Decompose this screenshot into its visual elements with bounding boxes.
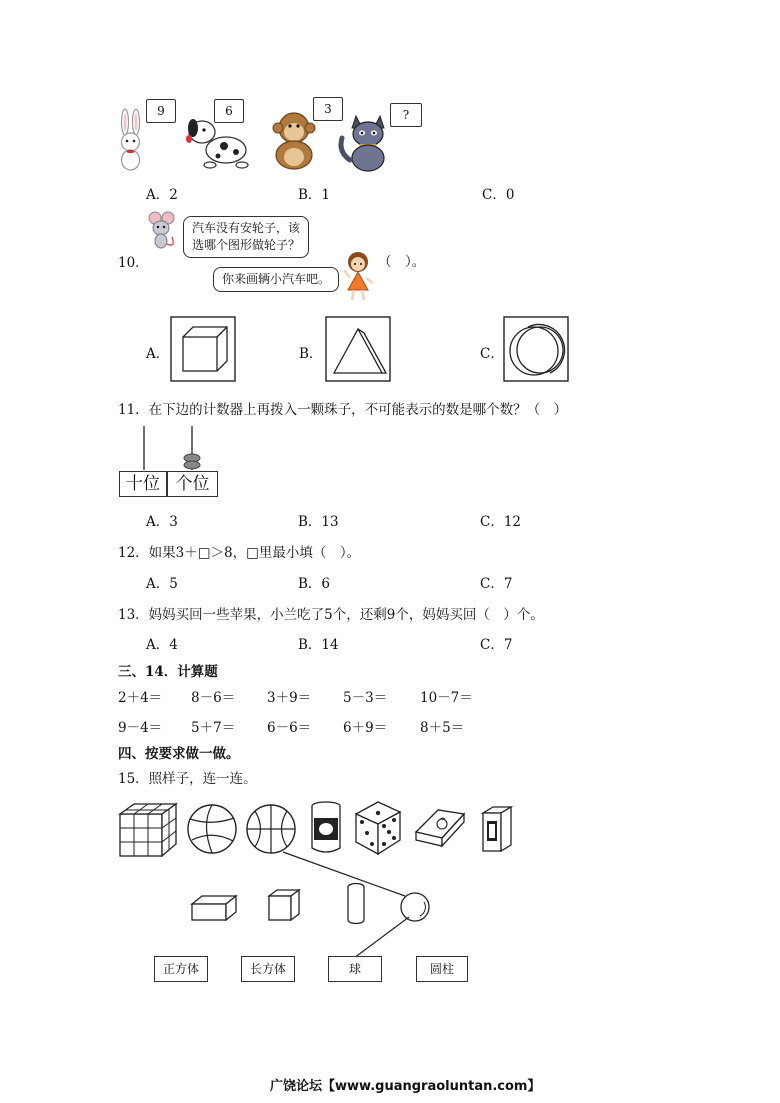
q15-question: 15．照样子，连一连。 bbox=[118, 771, 257, 787]
calc-item: 2＋4＝ bbox=[118, 690, 163, 706]
label-box-cube[interactable]: 正方体 bbox=[154, 956, 208, 982]
q9-bubble-cat: ? bbox=[390, 103, 422, 127]
label-box-cylinder[interactable]: 圆柱 bbox=[416, 956, 468, 982]
calc-item: 8－6＝ bbox=[191, 690, 236, 706]
q12-question: 12．如果3＋□＞8，□里最小填（ ）。 bbox=[118, 545, 361, 561]
cube-shape-icon[interactable] bbox=[171, 317, 237, 383]
section3-heading: 三、14．计算题 bbox=[118, 664, 218, 680]
volleyball-icon[interactable] bbox=[187, 804, 239, 856]
q13-option-c[interactable]: C．7 bbox=[480, 637, 513, 653]
calc-item: 5＋7＝ bbox=[191, 720, 236, 736]
abacus-ones-label: 个位 bbox=[167, 471, 218, 497]
q9-bubble-rabbit: 9 bbox=[146, 99, 176, 123]
book-icon[interactable] bbox=[414, 806, 466, 854]
q11-option-c[interactable]: C．12 bbox=[480, 514, 522, 530]
sphere-shape-icon[interactable] bbox=[400, 892, 434, 926]
abacus-rods bbox=[120, 426, 230, 476]
cuboid-shape-icon[interactable] bbox=[190, 894, 240, 924]
calc-item: 6＋9＝ bbox=[343, 720, 388, 736]
q12-option-b[interactable]: B．6 bbox=[298, 576, 331, 592]
mouse-icon bbox=[146, 210, 182, 250]
q12-option-a[interactable]: A．5 bbox=[146, 576, 178, 592]
cylinder-circle-icon[interactable] bbox=[504, 317, 570, 383]
q10-option-c[interactable]: C． bbox=[480, 346, 504, 362]
calc-item: 9－4＝ bbox=[118, 720, 163, 736]
q11-option-a[interactable]: A．3 bbox=[146, 514, 178, 530]
girl-icon bbox=[342, 250, 376, 302]
triangular-prism-icon[interactable] bbox=[326, 317, 392, 383]
calc-item: 6－6＝ bbox=[267, 720, 312, 736]
q10-option-b[interactable]: B． bbox=[299, 346, 323, 362]
abacus-tens-label: 十位 bbox=[119, 471, 167, 497]
q13-option-b[interactable]: B．14 bbox=[298, 637, 339, 653]
cat-icon bbox=[336, 108, 396, 172]
footer-text[interactable]: 广饶论坛【www.guangraoluntan.com】 bbox=[270, 1079, 541, 1094]
label-box-cuboid[interactable]: 长方体 bbox=[241, 956, 295, 982]
soda-can-icon[interactable] bbox=[310, 800, 344, 856]
box-icon[interactable] bbox=[481, 805, 515, 855]
q10-option-a[interactable]: A． bbox=[146, 346, 170, 362]
dice-icon[interactable] bbox=[354, 800, 404, 856]
calc-item: 3＋9＝ bbox=[267, 690, 312, 706]
q9-option-b[interactable]: B．1 bbox=[298, 187, 331, 203]
q13-option-a[interactable]: A．4 bbox=[146, 637, 178, 653]
rubik-cube-icon[interactable] bbox=[118, 802, 180, 858]
q10-number: 10． bbox=[118, 255, 149, 271]
q9-option-a[interactable]: A．2 bbox=[146, 187, 178, 203]
abacus-bead bbox=[184, 461, 200, 469]
basketball-icon[interactable] bbox=[246, 804, 298, 856]
q13-question: 13．妈妈买回一些苹果，小兰吃了5个，还剩9个，妈妈买回（ ）个。 bbox=[118, 607, 544, 623]
section4-heading: 四、按要求做一做。 bbox=[118, 746, 240, 762]
calc-item: 8＋5＝ bbox=[420, 720, 465, 736]
cylinder-shape-icon[interactable] bbox=[346, 882, 368, 926]
q10-mouse-speech: 汽车没有安轮子，该 选哪个图形做轮子？ bbox=[183, 216, 309, 258]
calc-item: 10－7＝ bbox=[420, 690, 473, 706]
q10-blank: （ ）。 bbox=[378, 254, 426, 270]
q9-option-c[interactable]: C．0 bbox=[482, 187, 515, 203]
q11-option-b[interactable]: B．13 bbox=[298, 514, 339, 530]
calc-item: 5－3＝ bbox=[343, 690, 388, 706]
label-box-sphere[interactable]: 球 bbox=[328, 956, 382, 982]
q9-bubble-monkey: 3 bbox=[313, 97, 343, 121]
q9-bubble-dog: 6 bbox=[214, 99, 244, 123]
q11-question: 11．在下边的计数器上再拨入一颗珠子，不可能表示的数是哪个数？（ ） bbox=[118, 402, 568, 418]
cube-small-icon[interactable] bbox=[267, 888, 303, 924]
q12-option-c[interactable]: C．7 bbox=[480, 576, 513, 592]
q10-girl-speech: 你来画辆小汽车吧。 bbox=[213, 267, 339, 292]
